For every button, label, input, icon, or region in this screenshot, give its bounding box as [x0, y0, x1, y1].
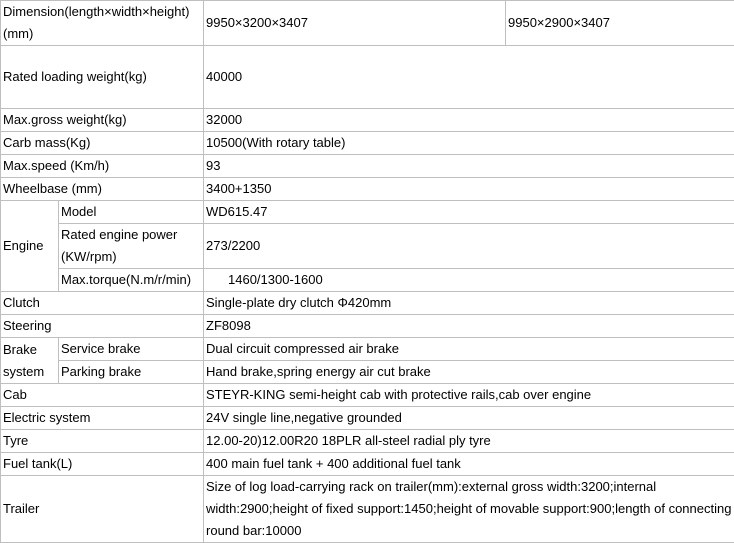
fuel-tank-label: Fuel tank(L): [1, 453, 204, 476]
steering-label: Steering: [1, 315, 204, 338]
engine-model-label: Model: [59, 201, 204, 224]
engine-torque-label: Max.torque(N.m/r/min): [59, 269, 204, 292]
max-gross-value: 32000: [204, 109, 734, 132]
table-row: [1, 178, 734, 201]
cab-value: STEYR-KING semi-height cab with protective rails,cab over engine: [204, 384, 734, 407]
max-gross-label: Max.gross weight(kg): [1, 109, 204, 132]
cab-label: Cab: [1, 384, 204, 407]
engine-label: Engine: [1, 201, 59, 292]
engine-model-value: WD615.47: [204, 201, 734, 224]
engine-torque-value: 1460/1300-1600: [204, 269, 734, 292]
tyre-value: 12.00-20)12.00R20 18PLR all-steel radial ply tyre: [204, 430, 734, 453]
table-row: [1, 1, 734, 46]
table-row: [1, 109, 734, 132]
wheelbase-label: Wheelbase (mm): [1, 178, 204, 201]
electric-system-value: 24V single line,negative grounded: [204, 407, 734, 430]
engine-power-label: Rated engine power (KW/rpm): [59, 224, 204, 269]
table-row: [1, 476, 734, 543]
table-row: [1, 384, 734, 407]
dimension-label: Dimension(length×width×height)(mm): [1, 1, 204, 46]
engine-power-value: 273/2200: [204, 224, 734, 269]
trailer-value: Size of log load-carrying rack on trailer(mm):external gross width:3200;internal width:2900;height of fixed support:1450;height of movable support:900;length of connecting round bar:10000: [204, 476, 734, 543]
steering-value: ZF8098: [204, 315, 734, 338]
dimension-value-1: 9950×3200×3407: [204, 1, 506, 46]
parking-brake-label: Parking brake: [59, 361, 204, 384]
electric-system-label: Electric system: [1, 407, 204, 430]
brake-system-label: Brake system: [1, 338, 59, 384]
table-row: [1, 453, 734, 476]
table-row: [1, 292, 734, 315]
fuel-tank-value: 400 main fuel tank + 400 additional fuel tank: [204, 453, 734, 476]
clutch-label: Clutch: [1, 292, 204, 315]
table-row: [1, 132, 734, 155]
rated-loading-value: 40000: [204, 46, 734, 109]
table-row: [1, 315, 734, 338]
service-brake-label: Service brake: [59, 338, 204, 361]
table-row: [1, 361, 734, 384]
table-row: [1, 201, 734, 224]
trailer-label: Trailer: [1, 476, 204, 543]
carb-mass-label: Carb mass(Kg): [1, 132, 204, 155]
table-row: [1, 269, 734, 292]
clutch-value: Single-plate dry clutch Φ420mm: [204, 292, 734, 315]
dimension-value-2: 9950×2900×3407: [506, 1, 734, 46]
max-speed-value: 93: [204, 155, 734, 178]
wheelbase-value: 3400+1350: [204, 178, 734, 201]
service-brake-value: Dual circuit compressed air brake: [204, 338, 734, 361]
table-row: [1, 46, 734, 109]
parking-brake-value: Hand brake,spring energy air cut brake: [204, 361, 734, 384]
max-speed-label: Max.speed (Km/h): [1, 155, 204, 178]
rated-loading-label: Rated loading weight(kg): [1, 46, 204, 109]
table-row: [1, 155, 734, 178]
table-row: [1, 407, 734, 430]
tyre-label: Tyre: [1, 430, 204, 453]
table-row: [1, 224, 734, 269]
carb-mass-value: 10500(With rotary table): [204, 132, 734, 155]
table-row: [1, 338, 734, 361]
table-row: [1, 430, 734, 453]
